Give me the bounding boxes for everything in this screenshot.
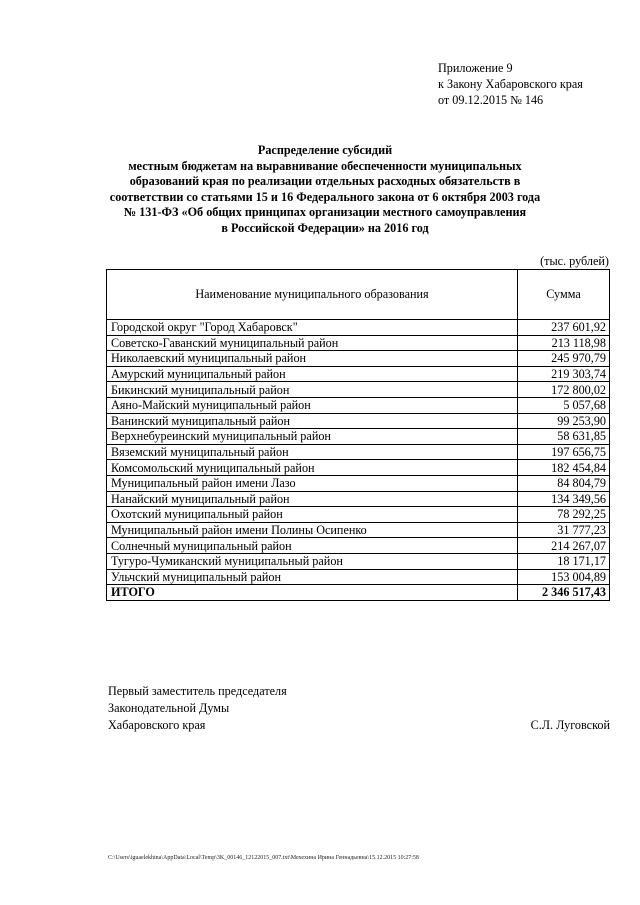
row-amount: 219 303,74 — [518, 366, 610, 382]
appendix-law: к Закону Хабаровского края — [438, 77, 583, 91]
appendix-date: от 09.12.2015 № 146 — [438, 93, 544, 107]
total-label: ИТОГО — [107, 585, 518, 601]
appendix-note — [438, 60, 583, 108]
table-header-row — [107, 270, 610, 320]
table-body — [107, 320, 610, 601]
table-row — [107, 351, 610, 367]
title-line-2: местным бюджетам на выравнивание обеспеченности муниципальных — [128, 158, 522, 173]
row-amount: 99 253,90 — [518, 413, 610, 429]
row-name: Советско-Гаванский муниципальный район — [107, 335, 518, 351]
row-amount: 58 631,85 — [518, 429, 610, 445]
table-row — [107, 429, 610, 445]
row-name: Городской округ "Город Хабаровск" — [107, 320, 518, 336]
row-amount: 5 057,68 — [518, 397, 610, 413]
row-name: Амурский муниципальный район — [107, 366, 518, 382]
row-name: Николаевский муниципальный район — [107, 351, 518, 367]
row-name: Аяно-Майский муниципальный район — [107, 397, 518, 413]
row-amount: 172 800,02 — [518, 382, 610, 398]
row-amount: 31 777,23 — [518, 522, 610, 538]
document-title — [95, 143, 555, 236]
row-amount: 18 171,17 — [518, 553, 610, 569]
row-amount: 182 454,84 — [518, 460, 610, 476]
header-name: Наименование муниципального образования — [107, 270, 518, 320]
table-row — [107, 320, 610, 336]
signatory-name: С.Л. Луговской — [530, 718, 610, 732]
row-name: Нанайский муниципальный район — [107, 491, 518, 507]
table-row — [107, 475, 610, 491]
appendix-number: Приложение 9 — [438, 61, 513, 75]
row-amount: 214 267,07 — [518, 538, 610, 554]
row-amount: 84 804,79 — [518, 475, 610, 491]
row-name: Ульчский муниципальный район — [107, 569, 518, 585]
units-label: (тыс. рублей) — [540, 254, 609, 268]
table-row — [107, 460, 610, 476]
table-row — [107, 382, 610, 398]
file-path-footer: C:\Users\iguaelekhina\AppData\Local\Temp\3K_00146_12122015_007.txt\Мехехина Ирина Геннадьевна\15.12.2015 10:27:58 — [108, 855, 419, 861]
table-row — [107, 491, 610, 507]
table-row — [107, 444, 610, 460]
row-name: Охотский муниципальный район — [107, 507, 518, 523]
row-name: Тугуро-Чумиканский муниципальный район — [107, 553, 518, 569]
row-name: Комсомольский муниципальный район — [107, 460, 518, 476]
title-line-5: № 131-ФЗ «Об общих принципах организации местного самоуправления — [123, 205, 527, 219]
row-amount: 213 118,98 — [518, 335, 610, 351]
row-name: Солнечный муниципальный район — [107, 538, 518, 554]
row-name: Вяземский муниципальный район — [107, 444, 518, 460]
row-name: Верхнебуреинский муниципальный район — [107, 429, 518, 445]
signature-position-2: Законодательной Думы — [108, 701, 230, 715]
subsidy-table — [106, 269, 610, 601]
signature-block — [108, 683, 610, 734]
table-row — [107, 553, 610, 569]
signature-position-1: Первый заместитель председателя — [108, 684, 287, 698]
row-amount: 245 970,79 — [518, 351, 610, 367]
total-row — [107, 585, 610, 601]
table-row — [107, 397, 610, 413]
row-amount: 78 292,25 — [518, 507, 610, 523]
row-name: Муниципальный район имени Лазо — [107, 475, 518, 491]
row-amount: 237 601,92 — [518, 320, 610, 336]
row-name: Ванинский муниципальный район — [107, 413, 518, 429]
title-line-6: в Российской Федерации» на 2016 год — [221, 220, 429, 235]
signature-position-3: Хабаровского края — [108, 718, 206, 732]
header-amount: Сумма — [518, 270, 610, 320]
row-name: Муниципальный район имени Полины Осипенко — [107, 522, 518, 538]
row-amount: 134 349,56 — [518, 491, 610, 507]
table-row — [107, 335, 610, 351]
title-line-3: образований края по реализации отдельных расходных обязательств в — [129, 174, 521, 188]
row-amount: 197 656,75 — [518, 444, 610, 460]
table-row — [107, 507, 610, 523]
row-amount: 153 004,89 — [518, 569, 610, 585]
table-row — [107, 538, 610, 554]
row-name: Бикинский муниципальный район — [107, 382, 518, 398]
title-line-4: соответствии со статьями 15 и 16 Федерального закона от 6 октября 2003 года — [109, 189, 541, 204]
table-row — [107, 522, 610, 538]
total-amount: 2 346 517,43 — [518, 585, 610, 601]
table-row — [107, 569, 610, 585]
title-line-1: Распределение субсидий — [257, 143, 393, 157]
table-row — [107, 413, 610, 429]
table-row — [107, 366, 610, 382]
